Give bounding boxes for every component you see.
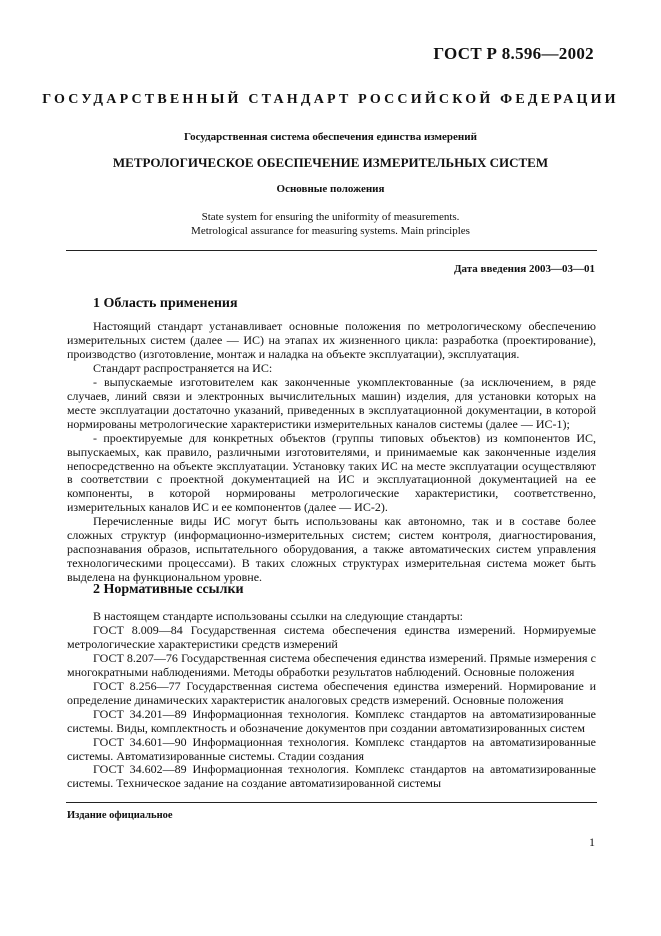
paragraph: Настоящий стандарт устанавливает основные положения по метрологическому обеспечению измерительных систем (далее — ИС) на этапах их жизненного цикла: разработка (проектирование), производство (изготовление, монтаж и наладка на объекте эксплуатации), эксплуатация. bbox=[67, 319, 596, 361]
english-title-line-1: State system for ensuring the uniformity of measurements. bbox=[201, 211, 460, 223]
paragraph: - выпускаемые изготовителем как законченные укомплектованные (за исключением, в ряде случаев, линий связи и электронных вычислительных машин) изделия, для установки которых на месте эксплуатации достаточно указаний, приведенных в эксплуатационной документации, в которой нормированы метрологические характеристики измерительных каналов системы (далее — ИС-1); bbox=[67, 374, 596, 431]
state-standard-heading: ГОСУДАРСТВЕННЫЙ СТАНДАРТ РОССИЙСКОЙ ФЕДЕРАЦИИ bbox=[42, 92, 619, 107]
official-edition-label: Издание официальное bbox=[67, 810, 173, 821]
english-title bbox=[0, 211, 661, 238]
subtitle: Основные положения bbox=[276, 183, 385, 195]
introduction-date: Дата введения 2003—03—01 bbox=[453, 263, 595, 275]
reference-item: ГОСТ 34.201—89 Информационная технология. Комплекс стандартов на автоматизированные системы. Виды, комплектность и обозначение документов при создании автоматизированных систем bbox=[67, 706, 596, 735]
paragraph: - проектируемые для конкретных объектов (группы типовых объектов) из компонентов ИС, выпускаемых, как правило, различными изготовителями, и принимаемые как законченные изделия непосредственно на объекте эксплуатации. Установку таких ИС на месте эксплуатации осуществляют в соответствии с проектной документацией на ИС и эксплуатационной документацией на ее компоненты, в которой нормированы метрологические характеристики, соответственно, измерительных каналов ИС и ее компонентов (далее — ИС-2). bbox=[67, 430, 596, 515]
document-number: ГОСТ Р 8.596—2002 bbox=[433, 44, 594, 63]
section-2-body bbox=[67, 610, 596, 791]
paragraph: В настоящем стандарте использованы ссылки на следующие стандарты: bbox=[93, 609, 464, 623]
paragraph: Стандарт распространяется на ИС: bbox=[93, 360, 273, 375]
paragraph: Перечисленные виды ИС могут быть использованы как автономно, так и в составе более сложных структур (информационно-измерительных систем; систем контроля, диагностирования, распознавания образов, испытательного оборудования, а также автоматических систем управления технологическими процессами). В таких сложных структурах измерительная система может быть выделена на функциональном уровне. bbox=[67, 514, 596, 585]
system-title: Государственная система обеспечения единства измерений bbox=[184, 131, 477, 143]
section-2-heading: 2 Нормативные ссылки bbox=[93, 582, 244, 597]
reference-item: ГОСТ 34.602—89 Информационная технология. Комплекс стандартов на автоматизированные системы. Техническое задание на создание автоматизированной системы bbox=[67, 762, 596, 791]
title-divider bbox=[66, 250, 597, 251]
reference-item: ГОСТ 8.207—76 Государственная система обеспечения единства измерений. Прямые измерения с многократными наблюдениями. Методы обработки результатов наблюдений. Основные положения bbox=[67, 650, 596, 679]
english-title-line-2: Metrological assurance for measuring systems. Main principles bbox=[191, 224, 470, 237]
reference-item: ГОСТ 8.256—77 Государственная система обеспечения единства измерений. Нормирование и определение динамических характеристик аналоговых средств измерений. Основные положения bbox=[67, 678, 596, 707]
main-title: МЕТРОЛОГИЧЕСКОЕ ОБЕСПЕЧЕНИЕ ИЗМЕРИТЕЛЬНЫХ СИСТЕМ bbox=[112, 155, 549, 170]
reference-item: ГОСТ 34.601—90 Информационная технология. Комплекс стандартов на автоматизированные системы. Автоматизированные системы. Стадии создания bbox=[67, 734, 596, 763]
reference-item: ГОСТ 8.009—84 Государственная система обеспечения единства измерений. Нормируемые метрологические характеристики средств измерений bbox=[67, 622, 596, 651]
page-number: 1 bbox=[589, 835, 595, 849]
section-1-body bbox=[67, 320, 596, 585]
footer-divider bbox=[66, 802, 597, 803]
section-1-heading: 1 Область применения bbox=[93, 296, 238, 311]
